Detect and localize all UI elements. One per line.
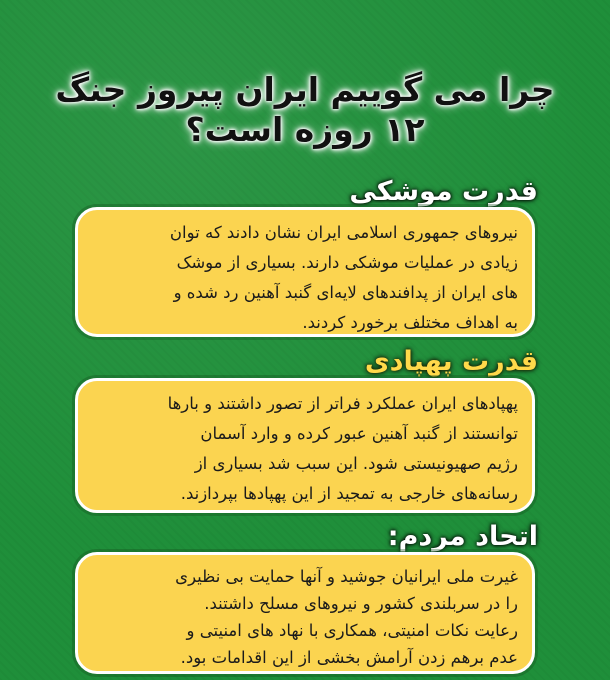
text-line: را در سربلندی کشور و نیروهای مسلح داشتند. <box>204 594 518 613</box>
section-heading-missile: قدرت موشکی <box>349 176 538 207</box>
section-heading-drone: قدرت پهپادی <box>364 346 538 377</box>
text-line: رعایت نکات امنیتی، همکاری با نهاد های امنیتی و <box>186 621 518 640</box>
text-line: های ایران از پدافندهای لایه‌ای گنبد آهنین رد شده و <box>173 283 518 302</box>
text-line: به اهداف مختلف برخورد کردند. <box>302 313 518 332</box>
text-line: پهپادهای ایران عملکرد فراتر از تصور داشتند و بارها <box>167 394 518 413</box>
page-title: چرا می گوییم ایران پیروز جنگ ۱۲ روزه است؟ <box>55 70 555 149</box>
text-line: عدم برهم زدن آرامش بخشی از این اقدامات بود. <box>180 648 518 667</box>
text-line: توانستند از گنبد آهنین عبور کرده و وارد آسمان <box>200 424 518 443</box>
section-box-unity <box>75 552 535 674</box>
section-box-missile <box>75 207 535 337</box>
text-line: رسانه‌های خارجی به تمجید از این پهپادها بپردازند. <box>180 484 518 503</box>
text-line: رژیم صهیونیستی شود. این سبب شد بسیاری از <box>194 454 518 473</box>
section-box-drone <box>75 378 535 513</box>
text-line: نیروهای جمهوری اسلامی ایران نشان دادند که توان <box>169 223 518 242</box>
text-line: غیرت ملی ایرانیان جوشید و آنها حمایت بی نظیری <box>175 567 518 586</box>
text-line: زیادی در عملیات موشکی دارند. بسیاری از موشک <box>176 253 518 272</box>
section-heading-unity: اتحاد مردم: <box>387 521 538 552</box>
